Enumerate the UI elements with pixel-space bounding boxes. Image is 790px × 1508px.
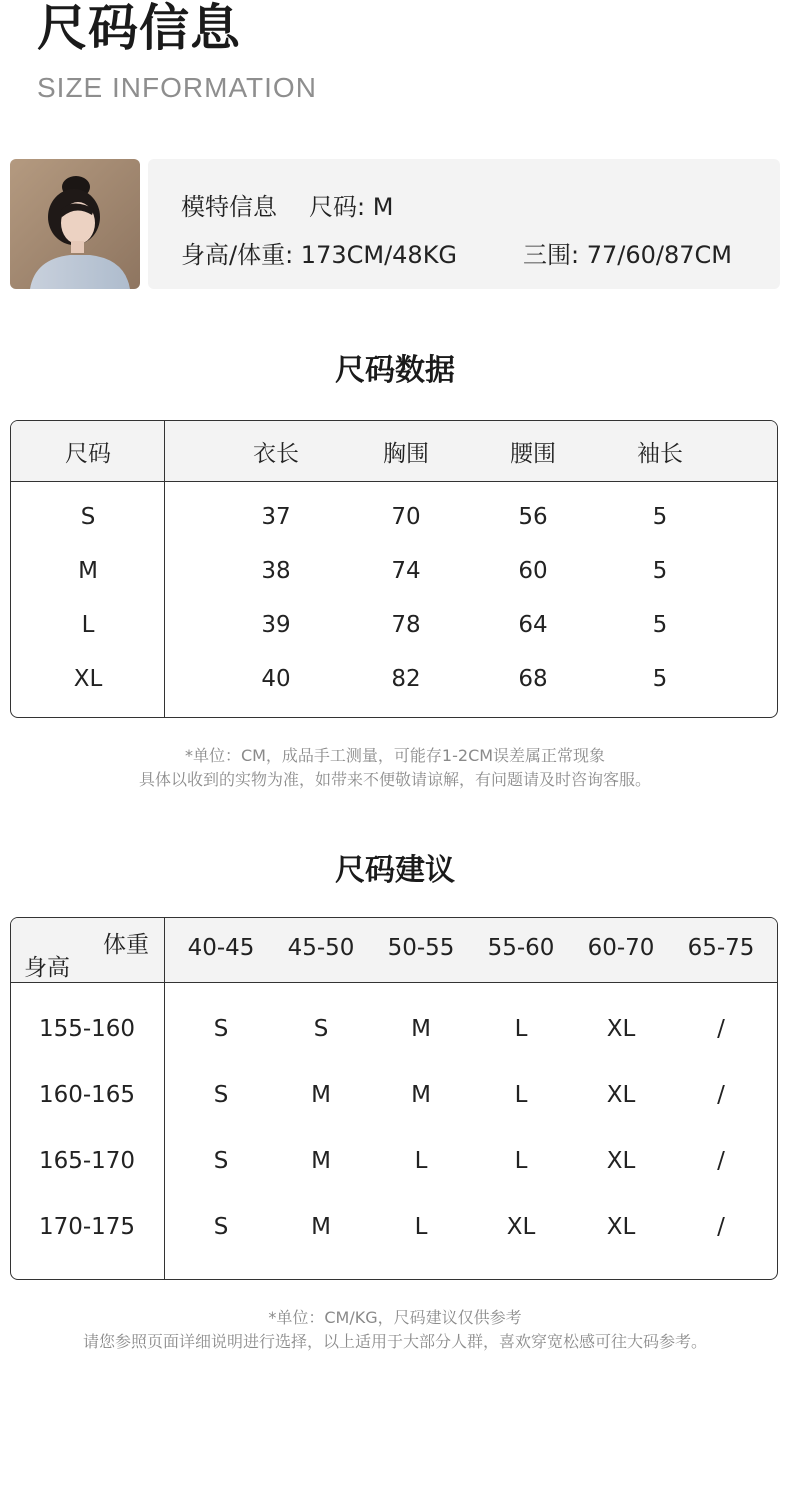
recommended-size: S — [213, 1148, 229, 1174]
size-label: M — [78, 558, 98, 584]
table-divider — [164, 421, 165, 717]
table-cell: 74 — [391, 558, 421, 584]
recommended-size: S — [313, 1016, 329, 1042]
size-advice-note-1: *单位：CM/KG，尺码建议仅供参考 — [268, 1308, 522, 1327]
recommended-size: XL — [506, 1214, 536, 1240]
model-photo — [10, 159, 140, 289]
model-info-label: 模特信息 — [181, 193, 277, 221]
weight-column-header: 50-55 — [387, 935, 455, 961]
column-header: 尺码 — [65, 441, 111, 467]
recommended-size: L — [414, 1214, 428, 1240]
table-cell: 82 — [391, 666, 421, 692]
size-data-title: 尺码数据 — [335, 353, 455, 388]
model-height-weight: 身高/体重: 173CM/48KG — [181, 241, 458, 269]
table-divider — [164, 918, 165, 1279]
model-size: 尺码: M — [309, 193, 394, 221]
size-advice-table — [10, 917, 778, 1280]
table-cell: 60 — [518, 558, 548, 584]
model-info-row — [181, 187, 393, 222]
column-header: 腰围 — [510, 441, 556, 467]
corner-height-label: 身高 — [24, 955, 70, 981]
table-cell: 37 — [261, 504, 291, 530]
table-cell: 38 — [261, 558, 291, 584]
weight-column-header: 40-45 — [187, 935, 255, 961]
table-cell: 70 — [391, 504, 421, 530]
recommended-size: XL — [606, 1016, 636, 1042]
recommended-size: L — [514, 1082, 528, 1108]
recommended-size: XL — [606, 1082, 636, 1108]
weight-column-header: 60-70 — [587, 935, 655, 961]
table-cell: 39 — [261, 612, 291, 638]
table-cell: 5 — [652, 612, 668, 638]
recommended-size: / — [717, 1214, 725, 1240]
table-cell: 5 — [652, 666, 668, 692]
size-label: L — [81, 612, 95, 638]
recommended-size: M — [411, 1016, 431, 1042]
recommended-size: L — [414, 1148, 428, 1174]
recommended-size: L — [514, 1016, 528, 1042]
size-data-table — [10, 420, 778, 718]
weight-column-header: 65-75 — [687, 935, 755, 961]
table-cell: 5 — [652, 558, 668, 584]
column-header: 衣长 — [253, 441, 299, 467]
corner-weight-label: 体重 — [103, 932, 149, 958]
column-header: 袖长 — [637, 441, 683, 467]
recommended-size: / — [717, 1082, 725, 1108]
recommended-size: XL — [606, 1148, 636, 1174]
table-cell: 56 — [518, 504, 548, 530]
size-data-note-1: *单位：CM，成品手工测量，可能存1-2CM误差属正常现象 — [184, 746, 606, 765]
size-advice-note-2: 请您参照页面详细说明进行选择，以上适用于大部分人群，喜欢穿宽松感可往大码参考。 — [82, 1332, 707, 1351]
recommended-size: / — [717, 1148, 725, 1174]
size-data-note-2: 具体以收到的实物为准，如带来不便敬请谅解，有问题请及时咨询客服。 — [138, 770, 651, 789]
size-label: XL — [73, 666, 103, 692]
recommended-size: / — [717, 1016, 725, 1042]
height-range-label: 155-160 — [38, 1016, 136, 1042]
size-advice-title: 尺码建议 — [335, 853, 455, 888]
size-label: S — [80, 504, 96, 530]
recommended-size: M — [311, 1148, 331, 1174]
recommended-size: M — [311, 1214, 331, 1240]
table-cell: 78 — [391, 612, 421, 638]
page-subtitle: SIZE INFORMATION — [37, 72, 317, 103]
model-portrait-image — [10, 159, 140, 289]
weight-column-header: 45-50 — [287, 935, 355, 961]
recommended-size: M — [311, 1082, 331, 1108]
recommended-size: S — [213, 1082, 229, 1108]
model-measurements: 三围: 77/60/87CM — [523, 241, 732, 269]
height-range-label: 160-165 — [38, 1082, 136, 1108]
model-info-card — [148, 159, 780, 289]
table-cell: 64 — [518, 612, 548, 638]
recommended-size: XL — [606, 1214, 636, 1240]
table-cell: 5 — [652, 504, 668, 530]
page-title: 尺码信息 — [37, 0, 241, 57]
height-range-label: 170-175 — [38, 1214, 136, 1240]
weight-column-header: 55-60 — [487, 935, 555, 961]
table-cell: 40 — [261, 666, 291, 692]
recommended-size: M — [411, 1082, 431, 1108]
table-cell: 68 — [518, 666, 548, 692]
recommended-size: S — [213, 1214, 229, 1240]
height-range-label: 165-170 — [38, 1148, 136, 1174]
column-header: 胸围 — [383, 441, 429, 467]
recommended-size: S — [213, 1016, 229, 1042]
recommended-size: L — [514, 1148, 528, 1174]
